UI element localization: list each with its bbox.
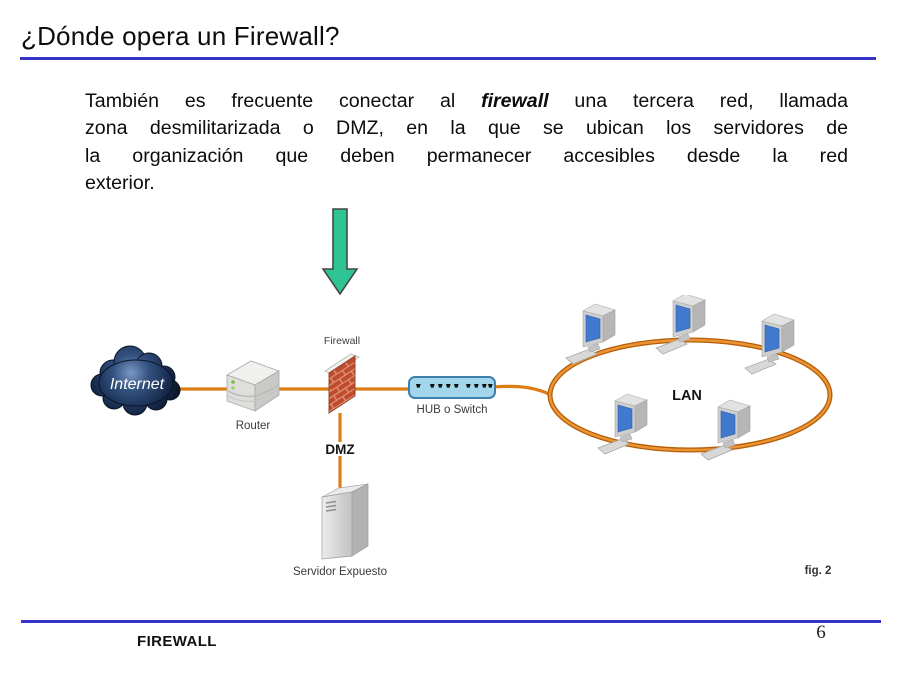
exposed-server: [322, 484, 368, 559]
down-arrow-icon: [315, 205, 365, 300]
paragraph-text: una tercera red, llamada: [548, 90, 849, 112]
figure-caption: fig. 2: [804, 565, 832, 577]
hub-label: HUB o Switch: [416, 404, 488, 416]
paragraph-line: zona desmilitarizada o DMZ, en la que se ubican los servidores de: [85, 117, 848, 140]
lan-label: LAN: [672, 388, 702, 404]
paragraph-line: [85, 88, 848, 115]
firewall-label: Firewall: [323, 335, 361, 347]
router: [227, 361, 279, 411]
hub-to-lan-line: [493, 386, 551, 395]
hub-switch: [409, 377, 495, 398]
internet-cloud: [91, 346, 180, 415]
firewall-wall: [325, 354, 359, 413]
page-title: ¿Dónde opera un Firewall?: [21, 21, 340, 51]
lan-computer: [656, 295, 705, 354]
dmz-label: DMZ: [325, 442, 355, 457]
body-paragraph: [85, 88, 848, 198]
footer-label: FIREWALL: [137, 633, 217, 650]
lan-computer: [566, 304, 615, 364]
page-number: 6: [816, 622, 826, 643]
keyword-firewall: firewall: [481, 90, 549, 112]
title-underline: [20, 57, 876, 60]
lan-computer: [701, 400, 750, 460]
paragraph-line: la organización que deben permanecer accesibles desde la red: [85, 144, 848, 167]
network-diagram: [85, 295, 855, 590]
footer-line: [21, 620, 881, 623]
server-label: Servidor Expuesto: [293, 566, 387, 578]
paragraph-text: También es frecuente conectar al: [85, 90, 482, 112]
internet-label: Internet: [109, 376, 165, 393]
paragraph-line: exterior.: [85, 172, 155, 195]
router-label: Router: [235, 420, 271, 432]
